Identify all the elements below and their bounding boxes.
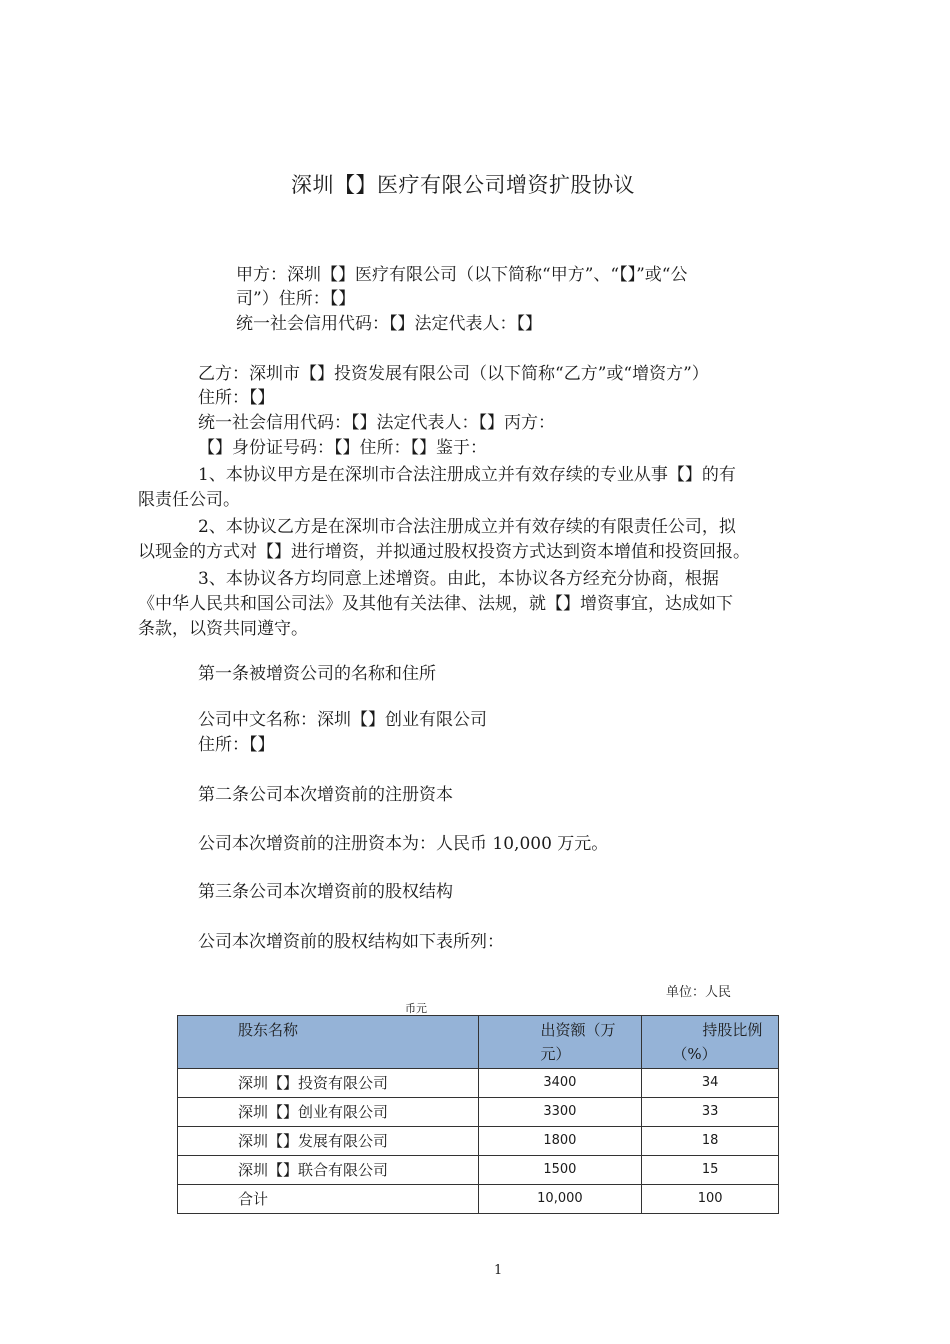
- share-ratio-cell: 15: [701, 1162, 719, 1177]
- share-ratio-cell: 18: [701, 1133, 719, 1148]
- shareholder-name-cell: 深圳【】投资有限公司: [238, 1074, 389, 1092]
- capital-amount-cell: 1500: [543, 1162, 577, 1177]
- recital-1-line-2: 限责任公司。: [138, 490, 240, 510]
- table-row: [178, 1098, 779, 1127]
- recital-3-line-2: 《中华人民共和国公司法》及其他有关法律、法规，就【】增资事宜，达成如下: [138, 594, 733, 614]
- share-ratio-cell: 33: [701, 1104, 719, 1119]
- header-capital-amount-line-1: 出资额（万: [540, 1021, 616, 1039]
- share-ratio-cell: 34: [701, 1075, 719, 1090]
- shareholder-name-cell: 深圳【】发展有限公司: [238, 1132, 389, 1150]
- party-b-line-1: 乙方：深圳市【】投资发展有限公司（以下简称“乙方”或“增资方”）: [198, 364, 709, 384]
- capital-amount-cell: 3300: [543, 1104, 577, 1119]
- header-shareholder-name: [178, 1016, 479, 1069]
- header-capital-amount-label: [479, 1016, 642, 1068]
- header-shareholder-name-label: 股东名称: [238, 1021, 299, 1039]
- article-3-body: 公司本次增资前的股权结构如下表所列：: [198, 932, 504, 952]
- table-total-row: [178, 1185, 779, 1214]
- table-unit-caption-part2: 币元: [405, 1002, 427, 1015]
- total-label-cell: 合计: [238, 1190, 269, 1208]
- capital-amount-cell: 3400: [543, 1075, 577, 1090]
- table-row: [178, 1156, 779, 1185]
- header-capital-amount: [478, 1016, 642, 1069]
- recital-3-line-1: 3、本协议各方均同意上述增资。由此，本协议各方经充分协商，根据: [198, 569, 719, 589]
- recital-1-line-1: 1、本协议甲方是在深圳市合法注册成立并有效存续的专业从事【】的有: [198, 465, 736, 485]
- article-1-heading: 第一条被增资公司的名称和住所: [198, 664, 436, 684]
- recital-2-line-1: 2、本协议乙方是在深圳市合法注册成立并有效存续的有限责任公司，拟: [198, 517, 736, 537]
- party-a-line-1: 甲方：深圳【】医疗有限公司（以下简称“甲方”、“【】”或“公: [236, 265, 688, 285]
- capital-amount-cell: 1800: [543, 1133, 577, 1148]
- equity-structure-table: [177, 1015, 779, 1214]
- header-share-ratio-line-1: 持股比例: [702, 1021, 763, 1039]
- party-a-line-2: 司”）住所：【】: [236, 289, 356, 309]
- shareholder-name-cell: 深圳【】联合有限公司: [238, 1161, 389, 1179]
- page-number: 1: [494, 1263, 503, 1278]
- table-unit-caption-part1: 单位：人民: [666, 985, 732, 1000]
- header-share-ratio: [642, 1016, 779, 1069]
- recital-2-line-2: 以现金的方式对【】进行增资，并拟通过股权投资方式达到资本增值和投资回报。: [138, 542, 750, 562]
- header-share-ratio-line-2: （%）: [672, 1045, 717, 1063]
- article-2-heading: 第二条公司本次增资前的注册资本: [198, 785, 453, 805]
- article-3-heading: 第三条公司本次增资前的股权结构: [198, 882, 453, 902]
- shareholder-name-cell: 深圳【】创业有限公司: [238, 1103, 389, 1121]
- recital-3-line-3: 条款，以资共同遵守。: [138, 619, 308, 639]
- table-row: [178, 1069, 779, 1098]
- header-share-ratio-label: [642, 1016, 778, 1068]
- table-header-row: [178, 1016, 779, 1069]
- table-row: [178, 1127, 779, 1156]
- party-c-line: 【】身份证号码：【】住所：【】鉴于：: [198, 438, 487, 458]
- header-capital-amount-line-2: 元）: [540, 1045, 571, 1063]
- company-name-line: 公司中文名称：深圳【】创业有限公司: [198, 710, 487, 730]
- company-address-line: 住所：【】: [198, 735, 275, 755]
- party-b-line-2: 住所：【】: [198, 388, 275, 408]
- party-b-line-3: 统一社会信用代码：【】法定代表人：【】丙方：: [198, 413, 555, 433]
- total-amount-cell: 10,000: [537, 1191, 583, 1206]
- party-a-line-3: 统一社会信用代码：【】法定代表人：【】: [236, 314, 542, 334]
- article-2-body: 公司本次增资前的注册资本为：人民币 10,000 万元。: [198, 834, 609, 854]
- total-ratio-cell: 100: [697, 1191, 723, 1206]
- document-title: 深圳【】医疗有限公司增资扩股协议: [291, 173, 635, 197]
